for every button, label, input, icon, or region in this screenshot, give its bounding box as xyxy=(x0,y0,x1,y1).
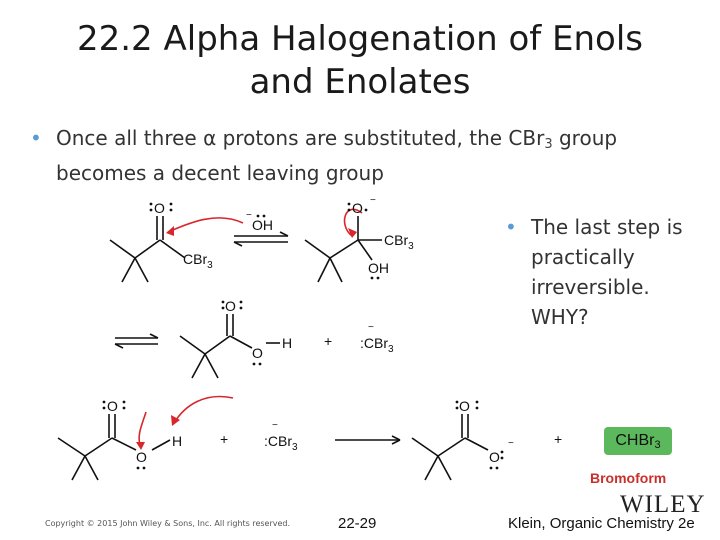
cbr3-label: CBr$_3$ xyxy=(384,232,414,252)
oxygen-label: O xyxy=(154,200,165,216)
cbr3-label: CBr$_3$ xyxy=(183,251,213,271)
plus-sign: + xyxy=(324,333,333,349)
oxygen-label: O xyxy=(136,449,147,465)
bullet-text-part-2: group becomes a decent leaving group xyxy=(56,126,618,185)
hydroxyl-label: OH xyxy=(368,260,389,276)
wiley-logo: WILEY xyxy=(620,491,706,518)
bromoform-formula-subscript: 3 xyxy=(654,439,661,451)
oxygen-anion-label: O xyxy=(489,449,500,465)
plus-sign: + xyxy=(220,431,229,447)
copyright-notice: Copyright © 2015 John Wiley & Sons, Inc. All rights reserved. xyxy=(45,519,291,528)
minus-sign: − xyxy=(370,195,376,206)
hydrogen-label: H xyxy=(172,433,183,449)
minus-sign: − xyxy=(368,322,374,333)
minus-sign: − xyxy=(508,438,514,449)
curved-arrows xyxy=(139,209,362,448)
oxygen-label: O xyxy=(225,298,236,314)
side-bullet-dot-icon: • xyxy=(505,215,517,239)
page-number: 22-29 xyxy=(338,515,377,532)
bullet-dot-icon: • xyxy=(30,126,42,150)
slide-title: 22.2 Alpha Halogenation of Enols and Enolates xyxy=(76,19,644,102)
cbr3-anion-label: :CBr$_3$ xyxy=(360,335,394,355)
bullet-subscript: 3 xyxy=(544,137,553,152)
minus-sign: − xyxy=(246,210,252,221)
bromoform-formula-badge xyxy=(604,427,672,455)
side-note: The last step is practically irreversible. WHY? xyxy=(531,215,683,329)
bullet-text-part-1: Once all three α protons are substituted, the CBr xyxy=(56,126,545,150)
oxygen-anion-label: O xyxy=(352,200,363,216)
plus-sign: + xyxy=(554,431,563,447)
minus-sign: − xyxy=(272,420,278,431)
oxygen-label: O xyxy=(252,345,263,361)
chem-labels xyxy=(107,195,562,465)
hydrogen-label: H xyxy=(282,335,293,351)
oxygen-label: O xyxy=(107,398,118,414)
bromoform-formula: CHBr xyxy=(615,432,655,449)
cbr3-anion-label: :CBr$_3$ xyxy=(264,433,298,453)
bromoform-label: Bromoform xyxy=(590,470,667,486)
oxygen-label: O xyxy=(459,398,470,414)
hydroxide-label: OH xyxy=(252,217,273,233)
book-credit: Klein, Organic Chemistry 2e xyxy=(508,515,695,532)
